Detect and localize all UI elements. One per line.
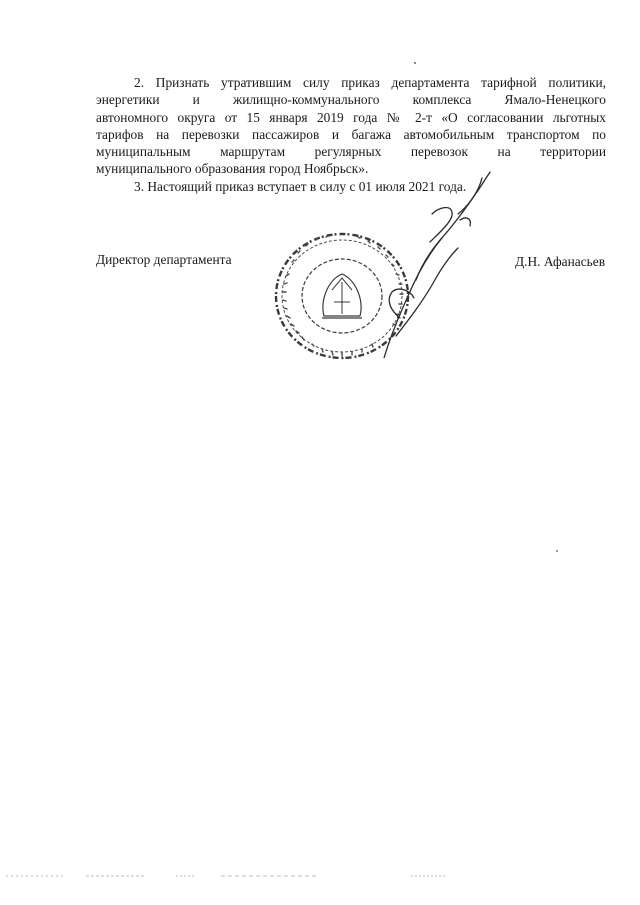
signature-icon <box>340 168 500 358</box>
scan-artifact-line <box>6 874 446 878</box>
paragraph-2-line: муниципального образования город Ноябрьск». <box>96 161 369 177</box>
paragraph-2-line: муниципальным маршрутам регулярных перевозок на территории <box>96 144 606 160</box>
scan-speck <box>414 62 416 64</box>
paragraph-3: 3. Настоящий приказ вступает в силу с 01 июля 2021 года. <box>134 178 467 194</box>
paragraph-2 <box>96 74 606 178</box>
signatory-position: Директор департамента <box>96 252 232 267</box>
scan-speck <box>556 550 558 552</box>
paragraph-2-line: тарифов на перевозки пассажиров и багажа автомобильным транспортом по <box>96 126 606 142</box>
paragraph-2-line: энергетики и жилищно-коммунального комплекса Ямало-Ненецкого <box>96 92 606 108</box>
paragraph-2-line: 2. Признать утратившим силу приказ департамента тарифной политики, <box>134 75 606 90</box>
paragraph-2-line: автономного округа от 15 января 2019 года № 2-т «О согласовании льготных <box>96 109 606 125</box>
signatory-name: Д.Н. Афанасьев <box>515 254 606 269</box>
